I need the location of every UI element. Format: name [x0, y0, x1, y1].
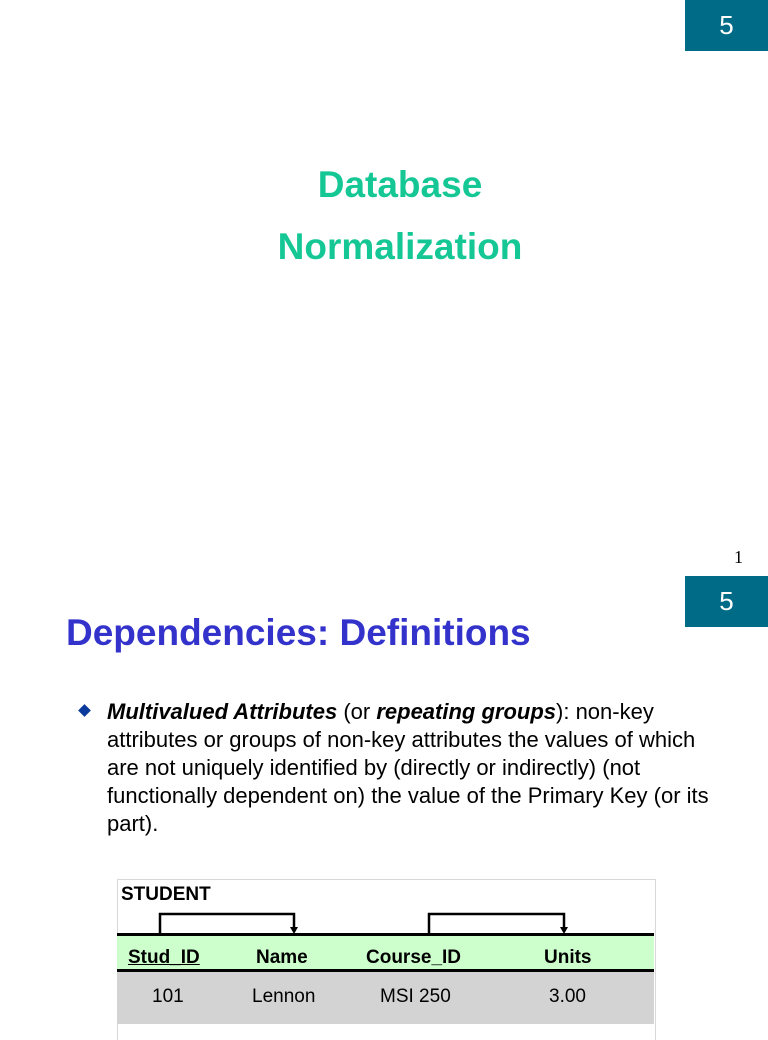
- bullet-diamond-icon: [78, 704, 91, 717]
- slide-title-line-1: Database: [317, 164, 483, 205]
- table-caption: STUDENT: [121, 884, 211, 905]
- term-repeating-groups: repeating groups: [376, 699, 557, 724]
- table-cell-name: Lennon: [252, 986, 316, 1007]
- slide-number-badge: 5: [685, 0, 768, 51]
- column-header-course-id: Course_ID: [366, 947, 462, 968]
- table-cell-stud-id: 101: [152, 986, 184, 1007]
- bullet-text-part-2: ): non-key attributes or groups of non-key attributes the values of which are not uniquely identified by (directly or indirectly) (not functionally dependent on) the value of the Primary Key (or its part).: [107, 699, 709, 836]
- page-number: 1: [734, 547, 743, 567]
- term-multivalued-attributes: Multivalued Attributes: [107, 699, 338, 724]
- column-header-units: Units: [544, 947, 592, 968]
- slide-number-badge-2: 5: [685, 576, 768, 627]
- column-header-stud-id: Stud_ID: [128, 947, 200, 968]
- table-cell-course-id: MSI 250: [380, 986, 451, 1007]
- slide-title-line-2: Normalization: [277, 226, 523, 267]
- bullet-text-part-1: (or: [337, 699, 377, 724]
- table-cell-units: 3.00: [549, 986, 586, 1007]
- bullet-paragraph: [107, 698, 727, 838]
- slide-heading: Dependencies: Definitions: [66, 612, 531, 653]
- column-header-name: Name: [256, 947, 308, 968]
- table-rule-top: [117, 933, 654, 936]
